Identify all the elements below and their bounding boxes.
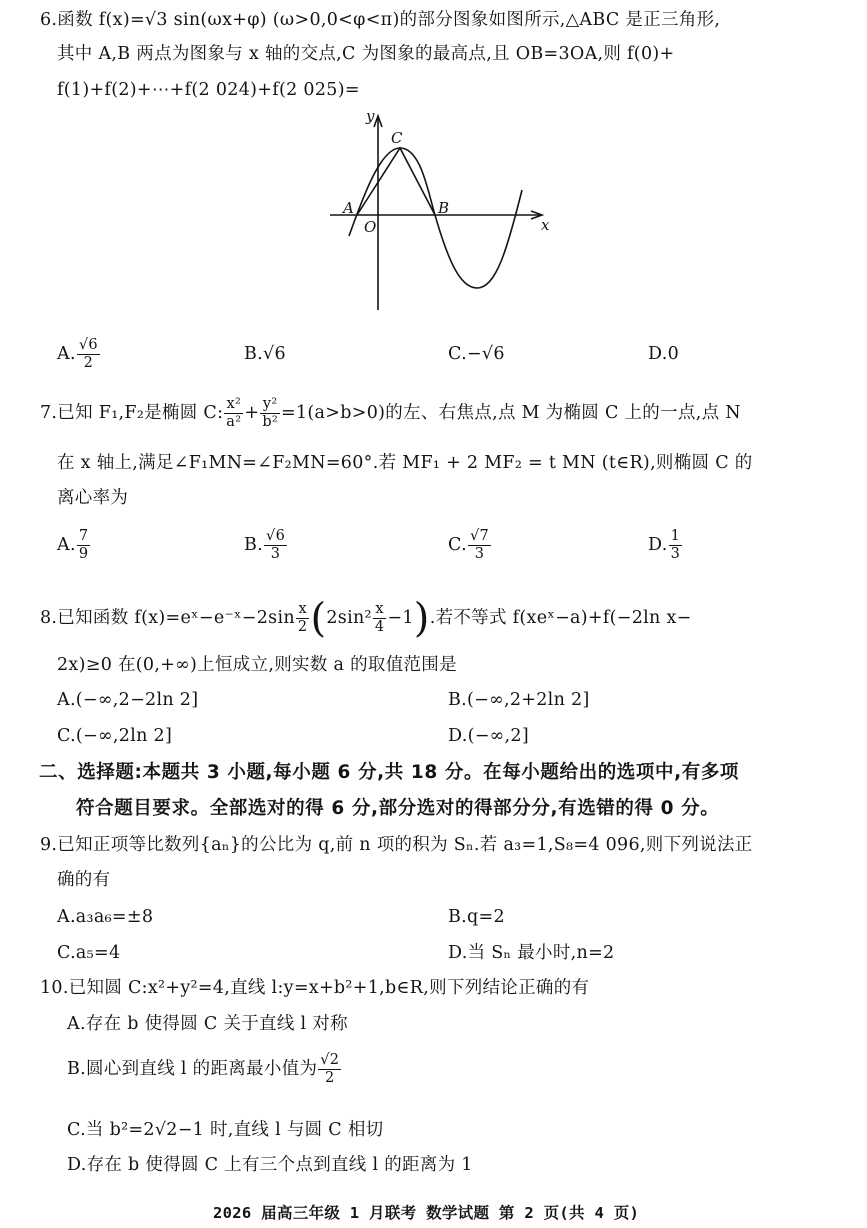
q7-line2: 在 x 轴上,满足∠F₁MN=∠F₂MN=60°.若 MF₁ + 2 MF₂ = t MN (t∈R),则椭圆 C 的 xyxy=(57,453,753,473)
q7-option-b-num: √6 xyxy=(266,528,286,544)
q6-option-a-num: √6 xyxy=(78,337,98,353)
q8-frac1-num: x xyxy=(296,601,310,619)
q7-option-b-label: B. xyxy=(244,535,264,555)
q7-plus: + xyxy=(244,403,260,423)
graph-label-x: x xyxy=(541,216,550,234)
graph-label-c: C xyxy=(391,129,403,147)
q8-frac2-num: x xyxy=(373,601,387,619)
q8-line1-mid: 2sin² xyxy=(326,608,372,628)
q10-option-d: D.存在 b 使得圆 C 上有三个点到直线 l 的距离为 1 xyxy=(67,1155,473,1175)
q8-line2: 2x)≥0 在(0,+∞)上恒成立,则实数 a 的取值范围是 xyxy=(57,655,457,675)
q7-line1 xyxy=(40,396,741,431)
graph-label-y: y xyxy=(366,107,375,125)
q7-option-b xyxy=(244,528,288,563)
q8-option-b: B.(−∞,2+2ln 2] xyxy=(448,690,590,710)
q8-line1-a: 8.已知函数 f(x)=eˣ−e⁻ˣ−2sin xyxy=(40,608,295,628)
q9-option-a: A.a₃a₆=±8 xyxy=(57,907,154,927)
q8-frac1-den: 2 xyxy=(297,619,308,635)
q6-line2: 其中 A,B 两点为图象与 x 轴的交点,C 为图象的最高点,且 OB=3OA,则 f(0)+ xyxy=(57,44,675,64)
q8-line1-b: −1 xyxy=(387,608,414,628)
q6-option-a-label: A. xyxy=(57,344,76,364)
page-footer: 2026 届高三年级 1 月联考 数学试题 第 2 页(共 4 页) xyxy=(213,1204,640,1222)
q7-option-b-den: 3 xyxy=(270,546,281,562)
q10-option-c-b: −1 时,直线 l 与圆 C 相切 xyxy=(177,1120,384,1140)
q10-option-b-den: 2 xyxy=(325,1070,335,1086)
q8-option-c: C.(−∞,2ln 2] xyxy=(57,726,173,746)
q6-line3: f(1)+f(2)+⋯+f(2 024)+f(2 025)= xyxy=(57,80,360,100)
q9-line2: 确的有 xyxy=(57,870,111,890)
q8-line1 xyxy=(40,595,692,642)
q8-line1-c: .若不等式 f(xeˣ−a)+f(−2ln x− xyxy=(429,608,692,628)
q9-option-b: B.q=2 xyxy=(448,907,505,927)
q10-option-b-text: B.圆心到直线 l 的距离最小值为 xyxy=(67,1059,318,1079)
q7-option-d-den: 3 xyxy=(670,546,681,562)
q10-option-c-a: C.当 b²=2 xyxy=(67,1120,155,1140)
q7-option-c-den: 3 xyxy=(474,546,485,562)
q6-line1: 6.函数 f(x)=√3 sin(ωx+φ) (ω>0,0<φ<π)的部分图象如图所示,△ABC 是正三角形, xyxy=(40,10,721,30)
q6-option-d: D.0 xyxy=(648,344,680,364)
triangle-abc xyxy=(357,148,435,215)
q7-frac-a2: a² xyxy=(226,414,242,430)
q7-frac-y2: y² xyxy=(260,396,280,414)
q7-frac-b2: b² xyxy=(262,414,279,430)
q10-option-c-rad: √2 xyxy=(154,1120,178,1140)
graph-label-o: O xyxy=(364,218,377,236)
q7-option-a-label: A. xyxy=(57,535,76,555)
q7-option-d-label: D. xyxy=(648,535,668,555)
q7-option-c-label: C. xyxy=(448,535,467,555)
q7-frac-x2: x² xyxy=(224,396,243,414)
q7-line1-a: 7.已知 F₁,F₂是椭圆 C: xyxy=(40,403,224,423)
q10-option-a: A.存在 b 使得圆 C 关于直线 l 对称 xyxy=(67,1014,348,1034)
q7-line3: 离心率为 xyxy=(57,488,129,508)
q6-option-a xyxy=(57,337,101,372)
q7-option-a-den: 9 xyxy=(78,546,89,562)
q6-option-a-den: 2 xyxy=(83,355,94,371)
q7-option-c xyxy=(448,528,492,563)
sine-graph xyxy=(0,0,867,330)
q9-line1: 9.已知正项等比数列{aₙ}的公比为 q,前 n 项的积为 Sₙ.若 a₃=1,S₈=4 096,则下列说法正 xyxy=(40,835,753,855)
q10-line1: 10.已知圆 C:x²+y²=4,直线 l:y=x+b²+1,b∈R,则下列结论正确的有 xyxy=(40,978,590,998)
q8-option-d: D.(−∞,2] xyxy=(448,726,529,746)
graph-label-a: A xyxy=(343,199,354,217)
section2-line2: 符合题目要求。全部选对的得 6 分,部分选对的得部分分,有选错的得 0 分。 xyxy=(76,798,720,819)
graph-label-b: B xyxy=(438,199,450,217)
q10-option-c xyxy=(67,1119,383,1141)
q7-option-a-num: 7 xyxy=(78,528,89,544)
q7-line1-b: =1(a>b>0)的左、右焦点,点 M 为椭圆 C 上的一点,点 N xyxy=(281,403,741,423)
q7-option-d-num: 1 xyxy=(670,528,681,544)
q9-option-d: D.当 Sₙ 最小时,n=2 xyxy=(448,943,615,963)
q7-option-d xyxy=(648,528,683,563)
q7-option-c-num: √7 xyxy=(469,528,490,544)
q6-option-b: B.√6 xyxy=(244,344,286,364)
q8-paren-open: ( xyxy=(310,595,327,642)
q8-option-a: A.(−∞,2−2ln 2] xyxy=(57,690,199,710)
q9-option-c: C.a₅=4 xyxy=(57,943,121,963)
q10-option-b-num: √2 xyxy=(320,1052,340,1068)
q10-option-b xyxy=(67,1052,342,1087)
q8-frac2-den: 4 xyxy=(374,619,385,635)
q6-option-c: C.−√6 xyxy=(448,344,505,364)
section2-line1: 二、选择题:本题共 3 小题,每小题 6 分,共 18 分。在每小题给出的选项中,有多项 xyxy=(39,762,740,783)
q8-paren-close: ) xyxy=(413,595,430,642)
q7-option-a xyxy=(57,528,91,563)
